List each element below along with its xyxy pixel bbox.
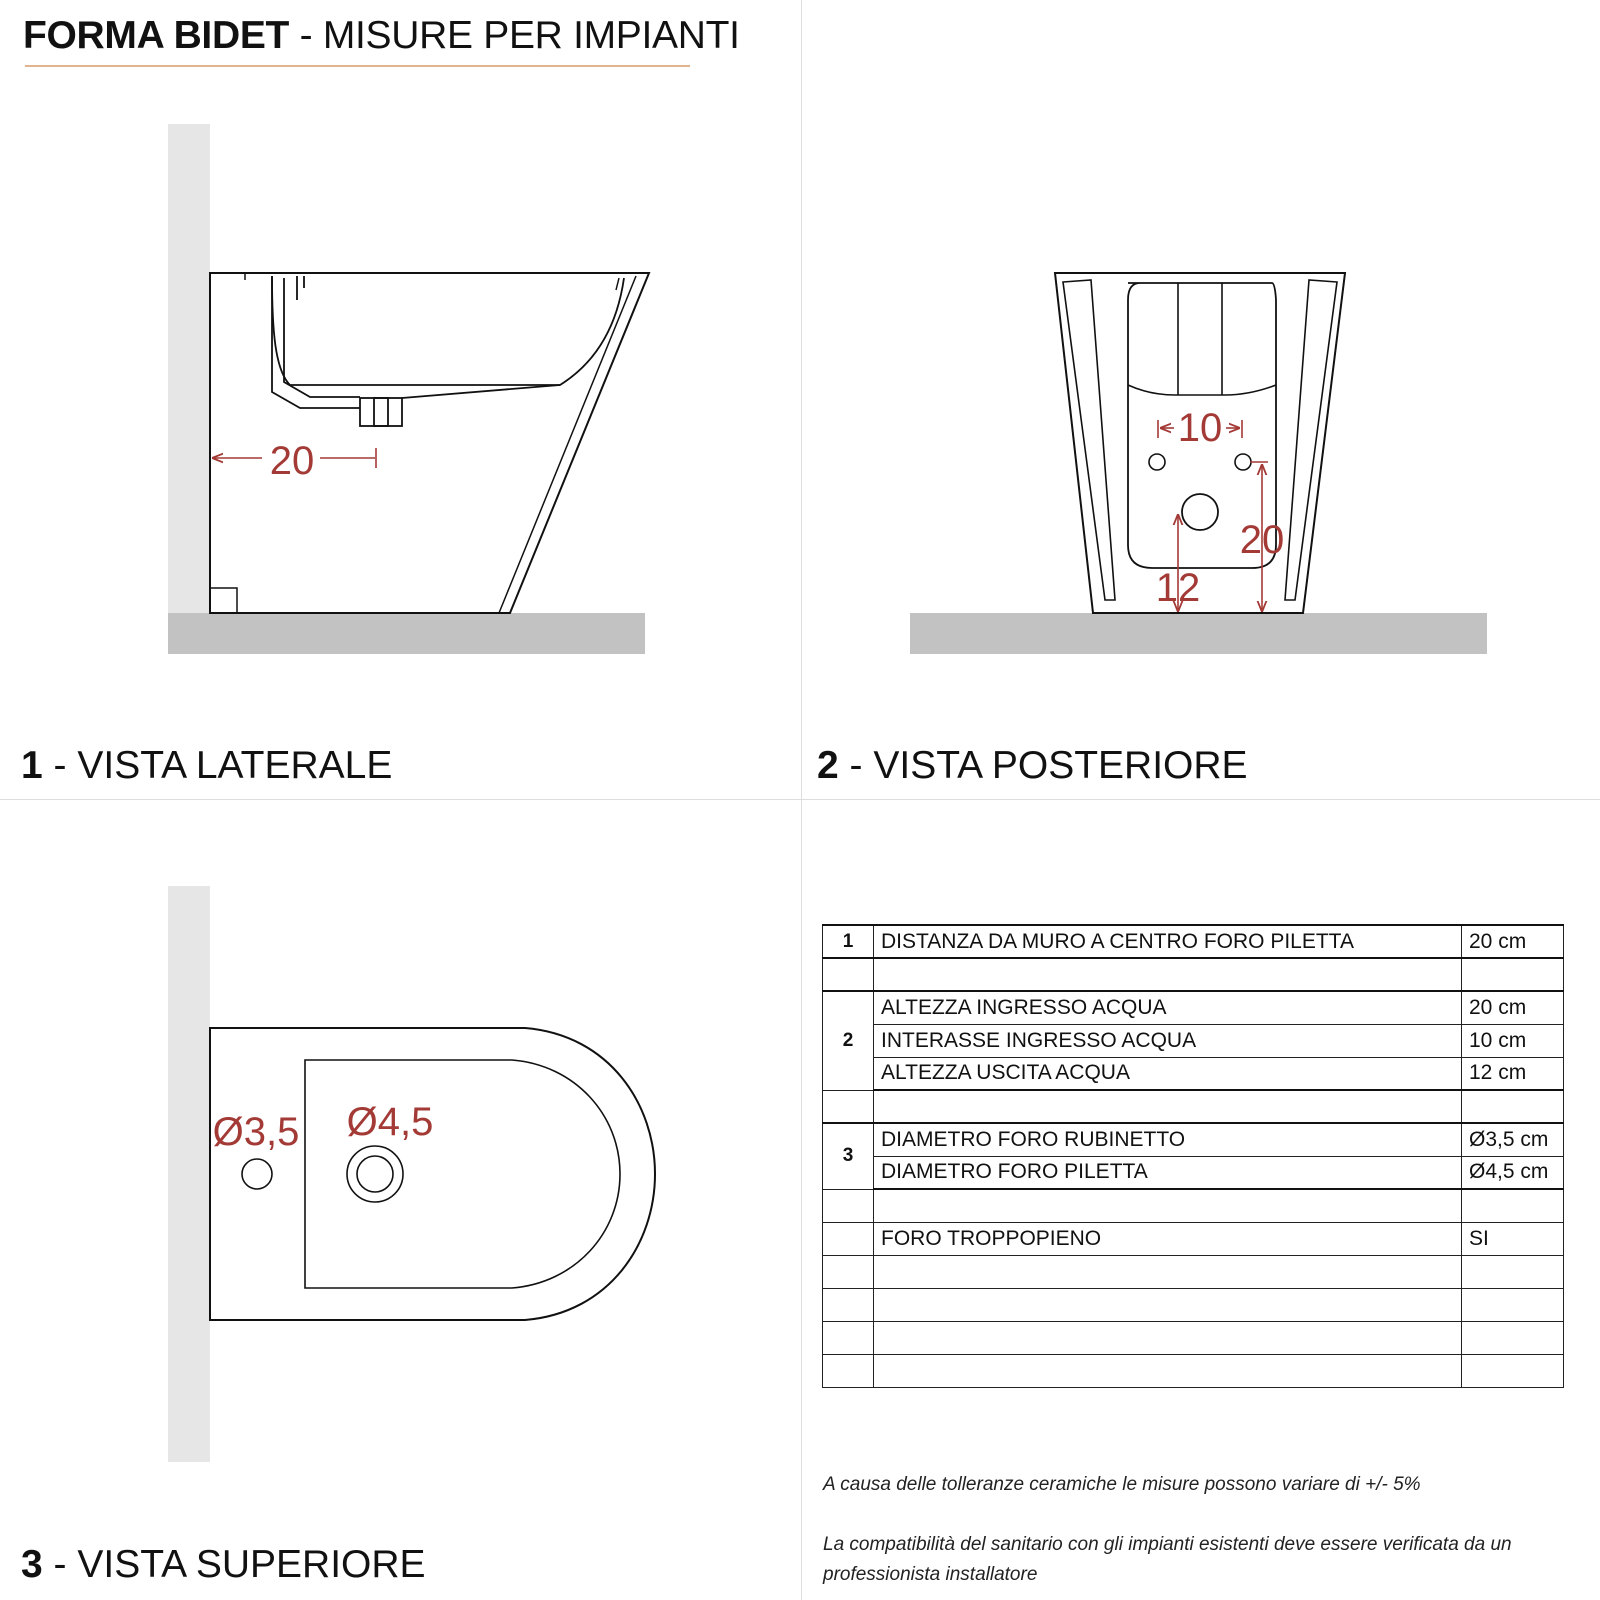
table-row [823, 958, 1564, 991]
row-label [874, 1288, 1462, 1321]
row-value: Ø4,5 cm [1462, 1156, 1564, 1189]
row-number [823, 1090, 874, 1123]
table-row [823, 1255, 1564, 1288]
row-number [823, 1222, 874, 1255]
table-row [823, 1288, 1564, 1321]
rear-outlet-height-label: 12 [1155, 566, 1201, 610]
row-number: 3 [823, 1123, 874, 1189]
row-value: Ø3,5 cm [1462, 1123, 1564, 1156]
row-label: INTERASSE INGRESSO ACQUA [874, 1024, 1462, 1057]
row-label [874, 1189, 1462, 1222]
view-label-text: - VISTA LATERALE [42, 744, 393, 787]
view-number: 1 [21, 744, 43, 787]
view-label-text: - VISTA SUPERIORE [42, 1543, 426, 1586]
row-label [874, 1090, 1462, 1123]
row-value: 20 cm [1462, 991, 1564, 1024]
row-number: 1 [823, 925, 874, 958]
row-value: SI [1462, 1222, 1564, 1255]
row-label: FORO TROPPOPIENO [874, 1222, 1462, 1255]
rear-interaxis-label: 10 [1177, 406, 1223, 450]
side-dimension-label: 20 [269, 439, 315, 483]
table-row [823, 1123, 1564, 1156]
row-value [1462, 1189, 1564, 1222]
row-number: 2 [823, 991, 874, 1090]
compatibility-note: La compatibilità del sanitario con gli impianti esistenti deve essere verificata da un professionista installatore [823, 1534, 1512, 1585]
row-value: 10 cm [1462, 1024, 1564, 1057]
specifications-table [822, 924, 1564, 1388]
top-tap-hole-label: Ø3,5 [212, 1110, 300, 1154]
side-view [168, 124, 649, 654]
top-view [168, 886, 655, 1462]
drain-hole-inner [357, 1156, 393, 1192]
view-number: 3 [21, 1543, 43, 1586]
view-label-rear [817, 744, 1248, 788]
row-value [1462, 1321, 1564, 1354]
row-value [1462, 1288, 1564, 1321]
row-label: DISTANZA DA MURO A CENTRO FORO PILETTA [874, 925, 1462, 958]
title-rest: - MISURE PER IMPIANTI [289, 14, 740, 57]
row-number [823, 1354, 874, 1387]
rear-floor [910, 613, 1487, 654]
tap-hole [242, 1159, 272, 1189]
table-row [823, 991, 1564, 1024]
table-row [823, 1024, 1564, 1057]
row-number [823, 1321, 874, 1354]
drain-hole-outer [347, 1146, 403, 1202]
row-value [1462, 1354, 1564, 1387]
table-row [823, 1090, 1564, 1123]
table-row [823, 1156, 1564, 1189]
top-body [210, 1028, 655, 1320]
row-label [874, 1321, 1462, 1354]
title-bold: FORMA BIDET [23, 14, 290, 57]
row-value: 20 cm [1462, 925, 1564, 958]
row-number [823, 1189, 874, 1222]
tolerance-note: A causa delle tolleranze ceramiche le misure possono variare di +/- 5% [823, 1474, 1421, 1495]
view-label-top [21, 1543, 426, 1587]
row-label: ALTEZZA USCITA ACQUA [874, 1057, 1462, 1090]
row-label [874, 1255, 1462, 1288]
row-value: 12 cm [1462, 1057, 1564, 1090]
table-row [823, 1354, 1564, 1387]
row-number [823, 1288, 874, 1321]
table-row [823, 1222, 1564, 1255]
table-row [823, 1057, 1564, 1090]
side-wall [168, 124, 210, 654]
row-label: DIAMETRO FORO PILETTA [874, 1156, 1462, 1189]
table-row [823, 1321, 1564, 1354]
top-drain-hole-label: Ø4,5 [346, 1100, 434, 1144]
row-number [823, 1255, 874, 1288]
rear-inlet-height-label: 20 [1239, 518, 1285, 562]
view-number: 2 [817, 744, 839, 787]
row-label: ALTEZZA INGRESSO ACQUA [874, 991, 1462, 1024]
view-label-side [21, 744, 392, 788]
table-row [823, 925, 1564, 958]
row-label [874, 958, 1462, 991]
row-value [1462, 1090, 1564, 1123]
row-value [1462, 1255, 1564, 1288]
row-number [823, 958, 874, 991]
side-floor [168, 613, 645, 654]
top-wall [168, 886, 210, 1462]
row-label [874, 1354, 1462, 1387]
view-label-text: - VISTA POSTERIORE [838, 744, 1248, 787]
row-label: DIAMETRO FORO RUBINETTO [874, 1123, 1462, 1156]
row-value [1462, 958, 1564, 991]
table-row [823, 1189, 1564, 1222]
